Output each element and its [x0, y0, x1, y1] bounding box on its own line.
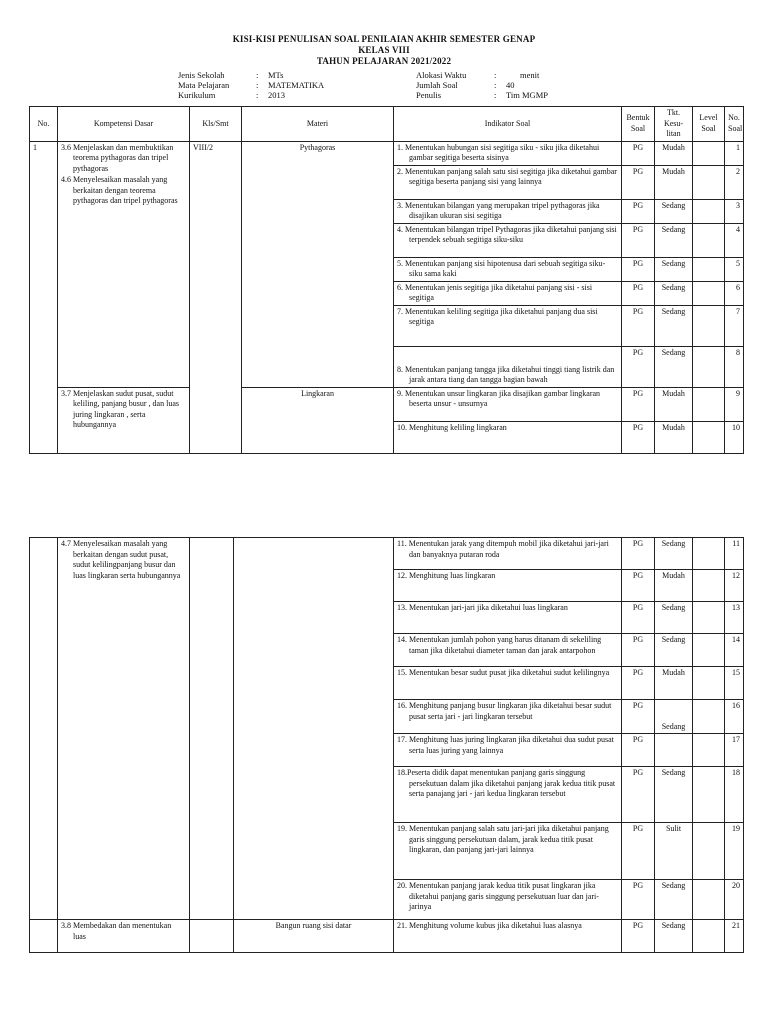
cell-nosoal: 17: [725, 734, 744, 767]
cell-bentuk: PG: [622, 700, 655, 734]
cell-nosoal: 14: [725, 634, 744, 667]
cell-bentuk: PG: [622, 538, 655, 570]
document-class: KELAS VIII: [358, 45, 410, 55]
cell-nosoal: 16: [725, 700, 744, 734]
cell-bentuk: PG: [622, 305, 655, 346]
cell-nosoal: 5: [725, 257, 744, 281]
cell-bentuk: PG: [622, 823, 655, 880]
cell-tingkat: Sedang: [655, 634, 693, 667]
meta-value: MTs: [268, 70, 284, 80]
cell-bentuk: PG: [622, 421, 655, 453]
cell-nosoal: 1: [725, 141, 744, 165]
cell-tingkat: Mudah: [655, 165, 693, 199]
cell-level: [693, 602, 725, 634]
meta-value: menit: [520, 70, 540, 80]
cell-level: [693, 880, 725, 920]
cell-level: [693, 667, 725, 700]
header-level: Level Soal: [693, 107, 725, 142]
meta-value: Tim MGMP: [506, 90, 548, 100]
cell-bentuk: PG: [622, 880, 655, 920]
cell-bentuk: PG: [622, 602, 655, 634]
cell-indikator: 14. Menentukan jumlah pohon yang harus ditanam di sekeliling taman jika diketahui diameter taman dan jarak antarpohon: [394, 634, 622, 667]
cell-kls: [190, 538, 234, 920]
cell-level: [693, 387, 725, 421]
cell-tingkat: Sedang: [655, 281, 693, 305]
table-row: [30, 920, 744, 953]
cell-nosoal: 3: [725, 199, 744, 223]
cell-tingkat: Sulit: [655, 823, 693, 880]
meta-left: [178, 70, 324, 100]
meta-key: Penulis: [416, 90, 442, 100]
meta-key: Mata Pelajaran: [178, 80, 230, 90]
cell-indikator: 3. Menentukan bilangan yang merupakan tripel pythagoras jika disajikan ukuran sisi segitiga: [394, 199, 622, 223]
cell-tingkat: Sedang: [655, 880, 693, 920]
cell-level: [693, 634, 725, 667]
cell-indikator: 18.Peserta didik dapat menentukan panjang garis singgung persekutuan dalam jika diketahui panjang jarak kedua titik pusat serta panajang jari - jari kedua lingkaran tersebut: [394, 767, 622, 823]
cell-level: [693, 538, 725, 570]
cell-bentuk: PG: [622, 141, 655, 165]
cell-bentuk: PG: [622, 387, 655, 421]
cell-bentuk: PG: [622, 920, 655, 953]
meta-key: Jenis Sekolah: [178, 70, 225, 80]
cell-bentuk: PG: [622, 199, 655, 223]
cell-nosoal: 9: [725, 387, 744, 421]
cell-bentuk: PG: [622, 734, 655, 767]
cell-indikator: 8. Menentukan panjang tangga jika diketahui tinggi tiang listrik dan jarak antara tiang dan tangga bagian bawah: [394, 346, 622, 387]
cell-indikator: 16. Menghitung panjang busur lingkaran jika diketahui besar sudut pusat serta jari - jari lingkaran tersebut: [394, 700, 622, 734]
cell-level: [693, 165, 725, 199]
cell-tingkat: Mudah: [655, 141, 693, 165]
cell-no: 1: [30, 141, 58, 453]
meta-value: 40: [506, 80, 515, 90]
meta-value: 2013: [268, 90, 285, 100]
cell-nosoal: 21: [725, 920, 744, 953]
cell-nosoal: 10: [725, 421, 744, 453]
header-indikator: Indikator Soal: [394, 107, 622, 142]
cell-tingkat: Mudah: [655, 570, 693, 602]
cell-level: [693, 823, 725, 880]
cell-kd: 4.7 Menyelesaikan masalah yang berkaitan dengan sudut pusat, sudut kelilingpanjang busur dan luas lingkaran serta hubungannya: [58, 538, 190, 920]
kd-text: 4.6 Menyelesaikan masalah yang berkaitan dengan teorema pythagoras dan tripel pythagoras: [61, 175, 178, 205]
cell-indikator: 9. Menentukan unsur lingkaran jika disajikan gambar lingkaran beserta unsur - unsurnya: [394, 387, 622, 421]
cell-level: [693, 346, 725, 387]
cell-tingkat: Sedang: [655, 223, 693, 257]
kisi-table-page2: [29, 537, 744, 953]
header-nosoal: No. Soal: [725, 107, 744, 142]
cell-nosoal: 4: [725, 223, 744, 257]
cell-indikator: 4. Menentukan bilangan tripel Pythagoras jika diketahui panjang sisi terpendek sebuah segitiga siku-siku: [394, 223, 622, 257]
cell-tingkat: Mudah: [655, 387, 693, 421]
meta-row: Mata Pelajaran : MATEMATIKA: [178, 80, 325, 90]
cell-kls: [190, 920, 234, 953]
cell-indikator: 6. Menentukan jenis segitiga jika diketahui panjang sisi - sisi segitiga: [394, 281, 622, 305]
cell-indikator: 19. Menentukan panjang salah satu jari-jari jika diketahui panjang garis singgung persekutuan dalam, jarak kedua titik pusat lingkaran, dan panjang jari-jari lainnya: [394, 823, 622, 880]
cell-level: [693, 305, 725, 346]
cell-bentuk: PG: [622, 223, 655, 257]
header-kd: Kompetensi Dasar: [58, 107, 190, 142]
cell-kd: [58, 141, 190, 387]
meta-key: Kurikulum: [178, 90, 216, 100]
cell-no: [30, 920, 58, 953]
cell-bentuk: PG: [622, 570, 655, 602]
cell-indikator: 17. Menghitung luas juring lingkaran jika diketahui dua sudut pusat serta luas juring yang lainnya: [394, 734, 622, 767]
cell-bentuk: PG: [622, 634, 655, 667]
cell-level: [693, 141, 725, 165]
meta-row: Jenis Sekolah : MTs: [178, 70, 284, 80]
cell-nosoal: 2: [725, 165, 744, 199]
cell-nosoal: 8: [725, 346, 744, 387]
cell-nosoal: 13: [725, 602, 744, 634]
cell-bentuk: PG: [622, 281, 655, 305]
table-row: [30, 141, 744, 165]
cell-no: [30, 538, 58, 920]
cell-bentuk: PG: [622, 165, 655, 199]
cell-indikator: 5. Menentukan panjang sisi hipotenusa dari sebuah segitiga siku-siku sama kaki: [394, 257, 622, 281]
cell-level: [693, 199, 725, 223]
cell-nosoal: 12: [725, 570, 744, 602]
cell-materi: Lingkaran: [242, 387, 394, 453]
meta-row: Kurikulum : 2013: [178, 90, 285, 100]
cell-nosoal: 7: [725, 305, 744, 346]
meta-key: Alokasi Waktu: [416, 70, 467, 80]
cell-tingkat: Sedang: [655, 346, 693, 387]
table-row: [30, 387, 744, 421]
cell-indikator: 7. Menentukan keliling segitiga jika diketahui panjang dua sisi segitiga: [394, 305, 622, 346]
cell-level: [693, 257, 725, 281]
cell-kls: VIII/2: [190, 141, 242, 453]
cell-indikator: 2. Menentukan panjang salah satu sisi segitiga jika diketahui gambar segitiga beserta panjang sisi yang lainnya: [394, 165, 622, 199]
kisi-table-page1: [29, 106, 744, 454]
cell-tingkat: Sedang: [655, 767, 693, 823]
header-bentuk: Bentuk Soal: [622, 107, 655, 142]
cell-bentuk: PG: [622, 346, 655, 387]
cell-tingkat: Mudah: [655, 667, 693, 700]
cell-tingkat: Mudah: [655, 421, 693, 453]
document-title: KISI-KISI PENULISAN SOAL PENILAIAN AKHIR SEMESTER GENAP: [232, 34, 536, 44]
cell-tingkat: Sedang: [655, 305, 693, 346]
table-row: [30, 538, 744, 570]
header-kls: Kls/Smt: [190, 107, 242, 142]
cell-level: [693, 421, 725, 453]
cell-level: [693, 223, 725, 257]
cell-bentuk: PG: [622, 667, 655, 700]
cell-nosoal: 18: [725, 767, 744, 823]
cell-nosoal: 6: [725, 281, 744, 305]
cell-tingkat: Sedang: [655, 920, 693, 953]
cell-level: [693, 767, 725, 823]
meta-value: MATEMATIKA: [268, 80, 325, 90]
cell-materi: [234, 538, 394, 920]
meta-row: Jumlah Soal : 40: [416, 80, 515, 90]
meta-row: Penulis : Tim MGMP: [416, 90, 548, 100]
cell-kd: 3.8 Membedakan dan menentukan luas: [58, 920, 190, 953]
cell-indikator: 12. Menghitung luas lingkaran: [394, 570, 622, 602]
cell-indikator: 1. Menentukan hubungan sisi segitiga siku - siku jika diketahui gambar segitiga beserta sisinya: [394, 141, 622, 165]
cell-tingkat: Sedang: [655, 602, 693, 634]
cell-level: [693, 700, 725, 734]
cell-tingkat: Sedang: [655, 700, 693, 734]
header-tingkat: Tkt. Kesu- litan: [655, 107, 693, 142]
kd-text: 3.6 Menjelaskan dan membuktikan teorema pythagoras dan tripel pythagoras: [61, 142, 174, 173]
cell-level: [693, 570, 725, 602]
cell-nosoal: 15: [725, 667, 744, 700]
cell-indikator: 11. Menentukan jarak yang ditempuh mobil jika diketahui jari-jari dan banyaknya putaran roda: [394, 538, 622, 570]
cell-indikator: 10. Menghitung keliling lingkaran: [394, 421, 622, 453]
cell-tingkat: Sedang: [655, 199, 693, 223]
cell-nosoal: 19: [725, 823, 744, 880]
header-materi: Materi: [242, 107, 394, 142]
cell-bentuk: PG: [622, 767, 655, 823]
meta-right: [416, 70, 548, 100]
cell-materi: Bangun ruang sisi datar: [234, 920, 394, 953]
cell-indikator: 13. Menentukan jari-jari jika diketahui luas lingkaran: [394, 602, 622, 634]
header-no: No.: [30, 107, 58, 142]
cell-nosoal: 20: [725, 880, 744, 920]
cell-tingkat: Sedang: [655, 538, 693, 570]
cell-materi: Pythagoras: [242, 141, 394, 387]
cell-level: [693, 920, 725, 953]
cell-level: [693, 734, 725, 767]
cell-indikator: 21. Menghitung volume kubus jika diketahui luas alasnya: [394, 920, 622, 953]
cell-kd: 3.7 Menjelaskan sudut pusat, sudut keliling, panjang busur , dan luas juring lingkaran , serta hubungannya: [58, 387, 190, 453]
cell-tingkat: [655, 734, 693, 767]
cell-indikator: 20. Menentukan panjang jarak kedua titik pusat lingkaran jika diketahui panjang garis singgung persekutuan luar dan jari-jarinya: [394, 880, 622, 920]
cell-nosoal: 11: [725, 538, 744, 570]
document-year: TAHUN PELAJARAN 2021/2022: [316, 56, 452, 66]
cell-tingkat: Sedang: [655, 257, 693, 281]
table-header-row: [30, 107, 744, 142]
cell-indikator: 15. Menentukan besar sudut pusat jika diketahui sudut kelilingnya: [394, 667, 622, 700]
meta-row: Alokasi Waktu : menit: [416, 70, 540, 80]
cell-bentuk: PG: [622, 257, 655, 281]
cell-level: [693, 281, 725, 305]
meta-key: Jumlah Soal: [416, 80, 458, 90]
